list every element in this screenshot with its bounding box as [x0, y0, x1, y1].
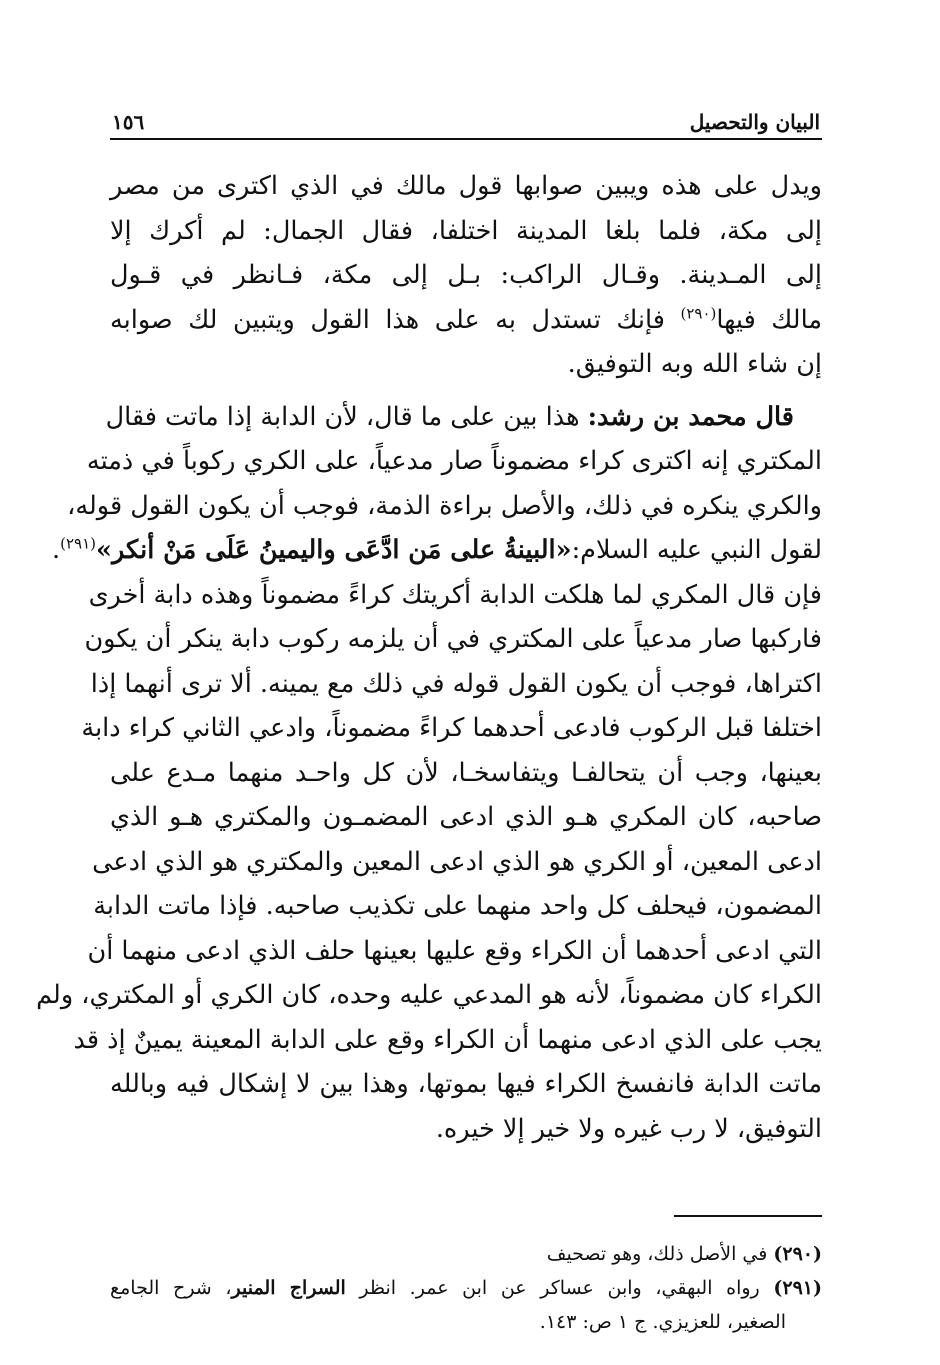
- text-line: [105, 395, 822, 440]
- text-line: صاحبه، كان المكري هـو الذي ادعى المضمـون والمكتري هـو الذي: [110, 802, 822, 832]
- text-segment: .: [52, 535, 61, 565]
- text-line: اختلفا قبل الركوب فادعى أحدهما كراءً مضموناً، وادعي الثاني كراء دابة: [81, 713, 822, 743]
- text-line: بعينها، وجب أن يتحالفـا ويتفاسخـا، لأن كل واحـد منهما مـدع على: [110, 757, 822, 788]
- text-line: اكتراها، فوجب أن يكون القول قوله في ذلك مع يمينه. ألا ترى أنهما إذا: [90, 668, 822, 699]
- speaker-label: قال محمد بن رشد:: [587, 401, 794, 432]
- text-line: فإن قال المكري لما هلكت الدابة أكريتك كراءً مضموناً وهذه دابة أخرى: [88, 579, 822, 610]
- paragraph-1: [110, 164, 822, 387]
- text-line: المضمون، فيحلف كل واحد منهما على تكذيب صاحبه. فإذا ماتت الدابة: [93, 891, 822, 921]
- footnote-source-title: السراج المنير: [231, 1277, 346, 1299]
- text-line: يجب على الذي ادعى منهما أن الكراء وقع على الدابة المعينة يمينٌ إذ قد: [73, 1024, 822, 1055]
- text-line: المكتري إنه اكترى كراء مضموناً صار مدعياً، على الكري ركوباً في ذمته: [86, 446, 822, 476]
- text-line: التوفيق، لا رب غيره ولا خير إلا خيره.: [435, 1113, 822, 1144]
- text-line: إلى مكة، فلما بلغا المدينة اختلفا، فقال الجمال: لم أكرك إلا: [110, 215, 822, 246]
- text-line: إن شاء الله وبه التوفيق.: [567, 349, 822, 379]
- text-line: [110, 298, 822, 343]
- footnote-text: ، شرح الجامع: [110, 1277, 232, 1299]
- running-title: البيان والتحصيل: [689, 110, 820, 134]
- text-segment: هذا بين على ما قال، لأن الدابة إذا ماتت فقال: [105, 401, 588, 432]
- footnote-text: رواه البهقي، وابن عساكر عن ابن عمر. انظر: [345, 1277, 774, 1299]
- footnotes: [110, 1237, 822, 1339]
- footnote-290: [110, 1237, 822, 1271]
- text-line: [52, 528, 822, 573]
- text-line: إلى المـدينة. وقـال الراكب: بـل إلى مكة، فـانظر في قـول: [110, 260, 822, 290]
- text-segment: لقول النبي عليه السلام:: [571, 535, 822, 565]
- footnote-number: (٢٩١): [773, 1277, 822, 1299]
- footnote-291: [110, 1271, 822, 1305]
- paragraph-2: [36, 395, 822, 1152]
- text-line: التي ادعى أحدهما أن الكراء وقع عليها بعينها حلف الذي ادعى منهما أن: [87, 935, 822, 966]
- text-segment: مالك فيها: [716, 304, 822, 335]
- footnote-number: (٢٩٠): [773, 1243, 822, 1265]
- page-number: ١٥٦: [112, 110, 145, 134]
- page-header: [110, 110, 822, 140]
- footnote-divider: [674, 1215, 822, 1217]
- footnote-ref-290: (٢٩٠): [680, 304, 717, 322]
- footnote-ref-291: (٢٩١): [60, 534, 97, 553]
- text-line: ويدل على هذه ويبين صوابها قول مالك في الذي اكترى من مصر: [110, 171, 822, 201]
- footnote-text: في الأصل ذلك، وهو تصحيف: [546, 1243, 774, 1265]
- text-segment: فإنك تستدل به على هذا القول ويتبين لك صوابه: [110, 304, 681, 335]
- text-line: ماتت الدابة فانفسخ الكراء فيها بموتها، وهذا بين لا إشكال فيه وبالله: [110, 1069, 822, 1099]
- hadith-quote: «البينةُ على مَن ادَّعَى واليمينُ عَلَى مَنْ أنكر»: [96, 535, 572, 565]
- text-line: الكراء كان مضموناً، لأنه هو المدعي عليه وحده، كان الكري أو المكتري، ولم: [36, 980, 822, 1010]
- text-line: والكري ينكره في ذلك، والأصل براءة الذمة، فوجب أن يكون القول قوله،: [67, 490, 822, 521]
- main-text: [36, 164, 822, 1151]
- footnote-291-continued: الصغير، للعزيزي. ج ١ ص: ١٤٣.: [539, 1311, 786, 1333]
- text-line: فاركبها صار مدعياً على المكتري في أن يلزمه ركوب دابة ينكر أن يكون: [84, 624, 822, 654]
- text-line: ادعى المعين، أو الكري هو الذي ادعى المعين والمكتري هو الذي ادعى: [92, 846, 822, 877]
- book-page: [36, 110, 822, 1339]
